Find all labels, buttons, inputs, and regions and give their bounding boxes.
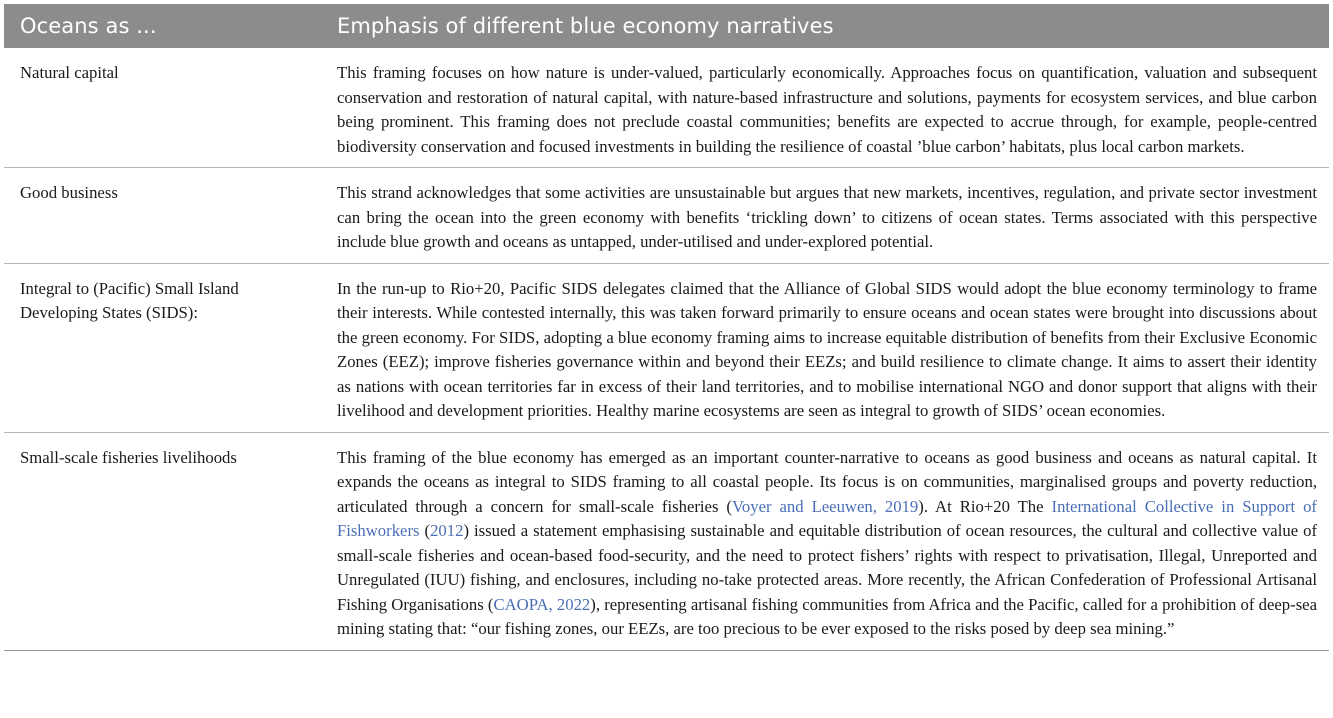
text-segment: (	[419, 521, 431, 540]
row-label: Natural capital	[4, 48, 320, 168]
citation-link-caopa[interactable]: CAOPA, 2022	[493, 594, 591, 614]
row-label: Integral to (Pacific) Small Island Developing States (SIDS):	[4, 263, 320, 432]
header-oceans-as: Oceans as ...	[4, 4, 320, 48]
row-description: This framing focuses on how nature is under-valued, particularly economically. Approaches focus on quantification, valuation and subsequent conservation and restoration of natural capital, with nature-based infrastructure and solutions, payments for ecosystem services, and blue carbon being prominent. This framing does not preclude coastal communities; benefits are expected to accrue through, for example, people-centred biodiversity conservation and focused investments in building the resilience of coastal ’blue carbon’ habitats, plus local carbon markets.	[320, 48, 1329, 168]
narratives-table	[4, 4, 1329, 651]
row-description: This strand acknowledges that some activities are unsustainable but argues that new markets, incentives, regulation, and private sector investment can bring the ocean into the green economy with benefits ‘trickling down’ to citizens of ocean states. Terms associated with this perspective include blue growth and oceans as untapped, under-utilised and under-explored potential.	[320, 168, 1329, 264]
text-segment: This framing of the blue economy has emerged as an important counter-narrative to oceans as good business and oceans as natural capital. It expands the oceans as integral to SIDS framing to all coastal people. Its focus is on communities, marginalised groups and poverty reduction, articulated through a concern for small-scale fisheries (	[337, 447, 1317, 516]
row-description: In the run-up to Rio+20, Pacific SIDS delegates claimed that the Alliance of Global SIDS would adopt the blue economy terminology to frame their interests. While contested internally, this was taken forward primarily to ensure oceans and ocean states were brought into discussions about the green economy. For SIDS, adopting a blue economy framing aims to increase equitable distribution of benefits from their Exclusive Economic Zones (EEZ); improve fisheries governance within and beyond their EEZs; and build resilience to climate change. It aims to assert their identity as nations with ocean territories far in excess of their land territories, and to mobilise international NGO and donor support that aligns with their livelihood and development priorities. Healthy marine ecosystems are seen as integral to growth of SIDS’ ocean economies.	[320, 263, 1329, 432]
row-label: Small-scale fisheries livelihoods	[4, 432, 320, 650]
text-segment: ) issued a statement emphasising sustainable and equitable distribution of ocean resources, the cultural and collective value of small-scale fisheries and ocean-based food-security, and the need to protect fishers’ rights with respect to privatisation, Illegal, Unreported and Unregulated (IUU) fishing, and enclosures, including no-take protected areas. More recently, the African Confederation of Professional Artisanal Fishing Organisations (	[337, 521, 1317, 614]
text-segment: ), representing artisanal fishing communities from Africa and the Pacific, called for a prohibition of deep-sea mining stating that: “our fishing zones, our EEZs, are too precious to be ever exposed to the risks posed by deep sea mining.”	[337, 594, 1317, 638]
citation-link-voyer-leeuwen[interactable]: Voyer and Leeuwen, 2019	[731, 496, 919, 516]
header-row	[4, 4, 1329, 48]
text-segment: ). At Rio+20 The	[918, 496, 1052, 516]
table-row	[4, 263, 1329, 432]
table-row	[4, 168, 1329, 264]
citation-link-2012[interactable]: 2012	[430, 521, 464, 540]
row-label: Good business	[4, 168, 320, 264]
table-row	[4, 432, 1329, 650]
citation-link-icsf[interactable]: International Collective in Support of Fishworkers	[337, 496, 1317, 540]
table-row	[4, 48, 1329, 168]
table-header	[4, 4, 1329, 48]
row-description	[320, 432, 1329, 650]
header-emphasis: Emphasis of different blue economy narratives	[320, 4, 1329, 48]
